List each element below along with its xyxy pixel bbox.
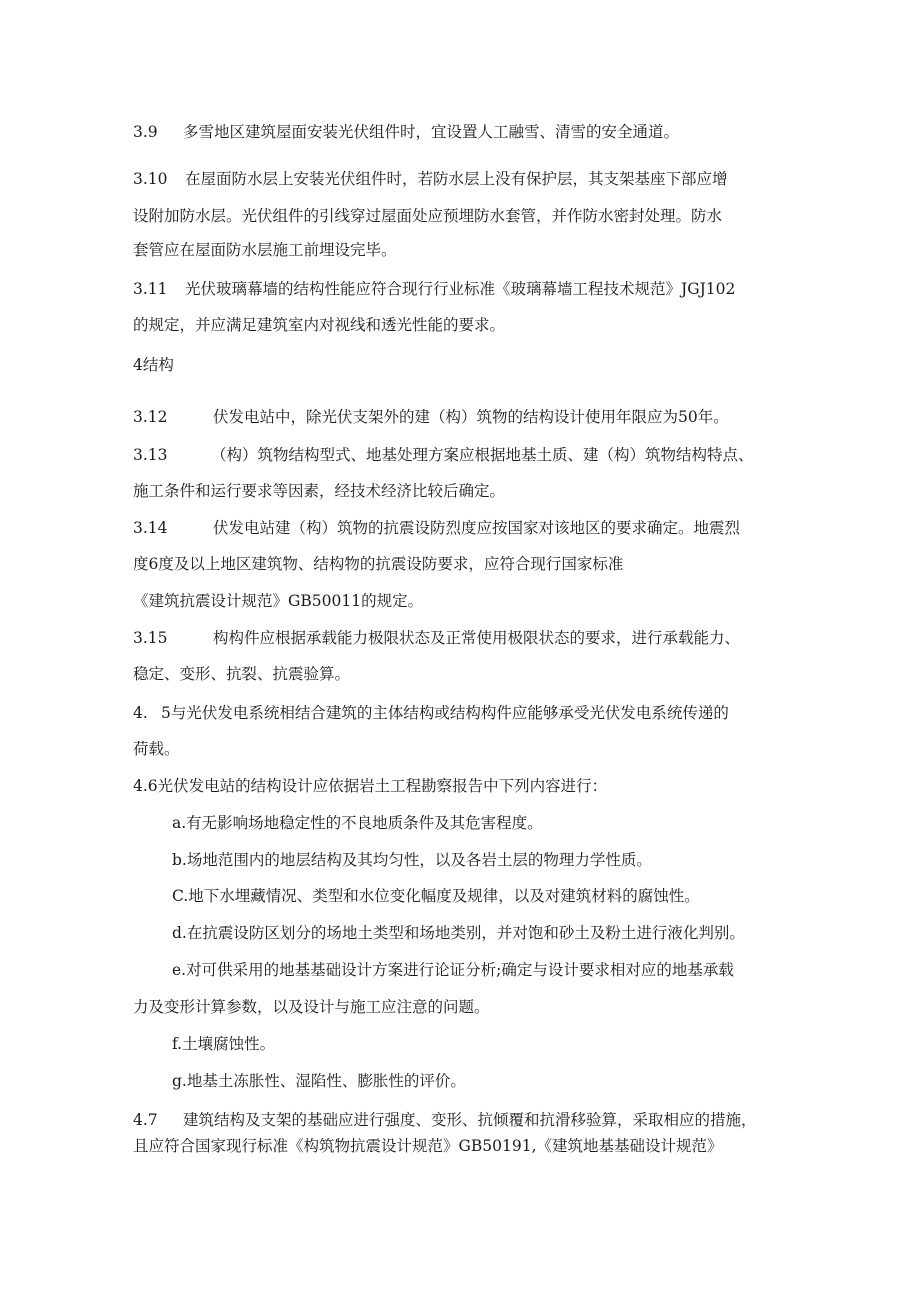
clause-text: 构构件应根据承载能力极限状态及正常使用极限状态的要求，进行承载能力、 xyxy=(213,629,741,647)
para-3-13-line-2: 施工条件和运行要求等因素，经技术经济比较后确定。 xyxy=(133,482,506,500)
list-item-f: f.土壤腐蚀性。 xyxy=(172,1035,276,1053)
para-4-7-line-1 xyxy=(133,1110,757,1130)
para-3-14-line-3: 《建筑抗震设计规范》GB50011的规定。 xyxy=(133,592,424,610)
clause-number: 3.9 xyxy=(133,123,158,141)
para-3-14-line-1 xyxy=(133,518,740,538)
list-item-b: b.场地范围内的地层结构及其均匀性，以及各岩土层的物理力学性质。 xyxy=(172,851,652,869)
clause-number: 4.7 xyxy=(133,1111,158,1129)
clause-number: 3.14 xyxy=(133,519,168,537)
list-item-e-line-2: 力及变形计算参数，以及设计与施工应注意的问题。 xyxy=(133,998,490,1016)
para-3-10-line-2: 设附加防水层。光伏组件的引线穿过屋面处应预埋防水套管，并作防水密封处理。防水 xyxy=(133,207,723,225)
para-3-15-line-1 xyxy=(133,628,740,648)
para-3-13-line-1 xyxy=(133,445,754,465)
clause-number: 3.10 xyxy=(133,170,168,188)
clause-number: 3.13 xyxy=(133,446,168,464)
para-3-12 xyxy=(133,407,729,427)
section-heading: 4结构 xyxy=(133,356,174,374)
clause-number: 3.15 xyxy=(133,629,168,647)
clause-text: 多雪地区建筑屋面安装光伏组件时，宜设置人工融雪、清雪的安全通道。 xyxy=(183,123,680,141)
clause-number: 4. xyxy=(133,704,148,722)
para-4-7-line-2: 且应符合国家现行标准《构筑物抗震设计规范》GB50191,《建筑地基基础设计规范》 xyxy=(133,1137,723,1155)
clause-number: 3.11 xyxy=(133,280,168,298)
para-3-11-line-1 xyxy=(133,279,735,299)
clause-text: 伏发电站中，除光伏支架外的建（构）筑物的结构设计使用年限应为50年。 xyxy=(213,408,729,426)
list-item-a: a.有无影响场地稳定性的不良地质条件及其危害程度。 xyxy=(172,814,543,832)
list-item-d: d.在抗震设防区划分的场地土类型和场地类别，并对饱和砂土及粉土进行液化判别。 xyxy=(172,924,745,942)
clause-text: 光伏玻璃幕墙的结构性能应符合现行行业标准《玻璃幕墙工程技术规范》JGJ102 xyxy=(185,280,736,298)
clause-text: 伏发电站建（构）筑物的抗震设防烈度应按国家对该地区的要求确定。地震烈 xyxy=(213,519,741,537)
para-3-10-line-3: 套管应在屋面防水层施工前埋设完毕。 xyxy=(133,241,397,259)
list-item-c: C.地下水埋藏情况、类型和水位变化幅度及规律，以及对建筑材料的腐蚀性。 xyxy=(172,887,700,905)
clause-number: 3.12 xyxy=(133,408,168,426)
para-3-9 xyxy=(133,122,679,142)
clause-text: 建筑结构及支架的基础应进行强度、变形、抗倾覆和抗滑移验算，采取相应的措施， xyxy=(183,1111,757,1129)
clause-text: 5与光伏发电系统相结合建筑的主体结构或结构构件应能够承受光伏发电系统传递的 xyxy=(161,704,729,722)
para-3-15-line-2: 稳定、变形、抗裂、抗震验算。 xyxy=(133,665,351,683)
clause-text: 在屋面防水层上安装光伏组件时，若防水层上没有保护层，其支架基座下部应增 xyxy=(185,170,728,188)
para-4-5-line-2: 荷载。 xyxy=(133,740,180,758)
para-3-14-line-2: 度6度及以上地区建筑物、结构物的抗震设防要求，应符合现行国家标准 xyxy=(133,555,624,573)
list-item-e-line-1: e.对可供采用的地基基础设计方案进行论证分析;确定与设计要求相对应的地基承载 xyxy=(172,961,734,979)
clause-text: （构）筑物结构型式、地基处理方案应根据地基土质、建（构）筑物结构特点、 xyxy=(211,446,754,464)
para-4-6: 4.6光伏发电站的结构设计应依据岩土工程勘察报告中下列内容进行： xyxy=(133,777,608,795)
list-item-g: g.地基土冻胀性、湿陷性、膨胀性的评价。 xyxy=(172,1072,466,1090)
para-4-5-line-1 xyxy=(133,703,729,723)
para-3-10-line-1 xyxy=(133,169,728,189)
para-3-11-line-2: 的规定，并应满足建筑室内对视线和透光性能的要求。 xyxy=(133,316,506,334)
